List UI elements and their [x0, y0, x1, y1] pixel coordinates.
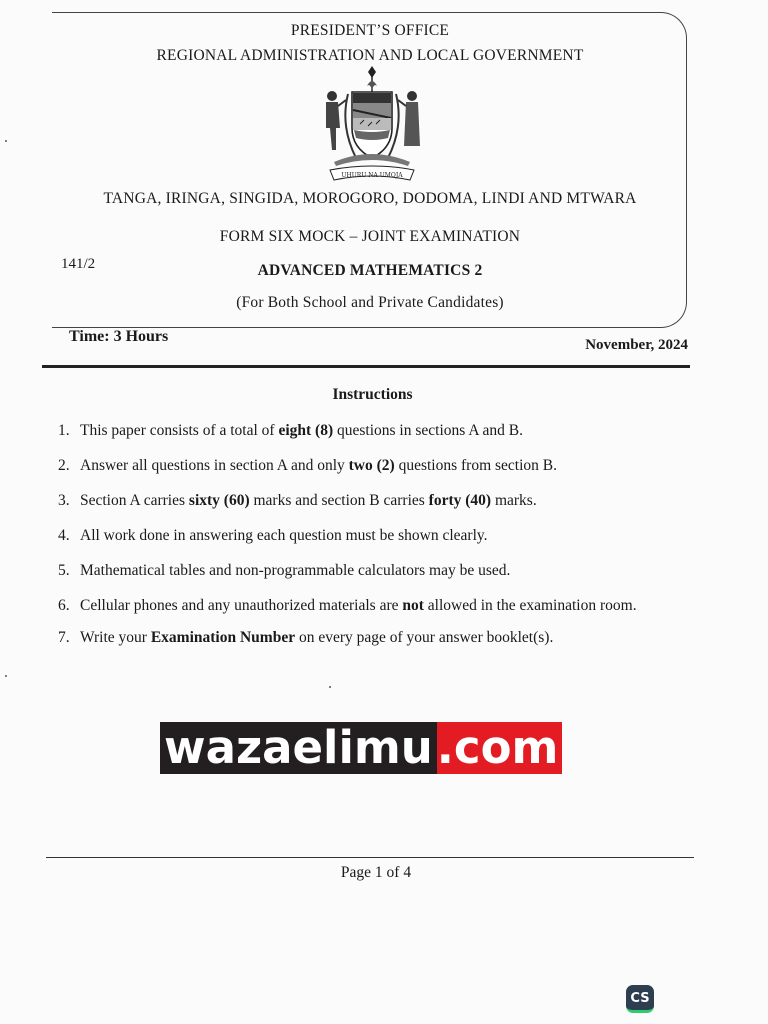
instruction-text: This paper consists of a total of eight (8) questions in sections A and B. — [80, 422, 523, 439]
paper-code: 141/2 — [61, 256, 96, 272]
instruction-number: 2. — [58, 457, 70, 474]
instruction-number: 5. — [58, 562, 70, 579]
ministry-title: REGIONAL ADMINISTRATION AND LOCAL GOVERNMENT — [156, 47, 584, 64]
instructions-list — [58, 420, 696, 662]
instruction-number: 4. — [58, 527, 70, 544]
instruction-text: Cellular phones and any unauthorized materials are not allowed in the examination room. — [80, 597, 637, 614]
instruction-text: Section A carries sixty (60) marks and section B carries forty (40) marks. — [80, 492, 537, 509]
watermark-main: wazaelimu — [160, 722, 437, 774]
exam-date: November, 2024 — [585, 337, 688, 353]
instruction-number: 6. — [58, 597, 70, 614]
watermark-logo — [160, 722, 562, 774]
svg-text:UHURU NA UMOJA: UHURU NA UMOJA — [341, 172, 403, 179]
subject-title: ADVANCED MATHEMATICS 2 — [257, 262, 483, 279]
time-allowed: Time: 3 Hours — [69, 328, 169, 345]
page-number: Page 1 of 4 — [340, 864, 412, 881]
instruction-item — [58, 595, 696, 617]
instruction-number: 3. — [58, 492, 70, 509]
instruction-number: 1. — [58, 422, 70, 439]
instruction-text: All work done in answering each question must be shown clearly. — [80, 527, 488, 544]
instruction-item — [58, 525, 696, 547]
instruction-number: 7. — [58, 629, 70, 646]
instruction-item — [58, 420, 696, 442]
instruction-text: Write your Examination Number on every page of your answer booklet(s). — [80, 629, 554, 646]
camscanner-icon[interactable]: CS — [626, 985, 654, 1013]
header-divider — [42, 365, 690, 368]
scan-speck — [5, 140, 7, 142]
office-title: PRESIDENT’S OFFICE — [290, 22, 450, 39]
candidates-note: (For Both School and Private Candidates) — [236, 294, 504, 311]
coat-of-arms-icon — [312, 66, 432, 186]
footer-divider — [46, 857, 694, 858]
regions-list: TANGA, IRINGA, SINGIDA, MOROGORO, DODOMA, LINDI AND MTWARA — [103, 190, 637, 207]
scan-speck — [329, 686, 331, 688]
instruction-item — [58, 560, 696, 582]
scan-speck — [5, 675, 7, 677]
instruction-item — [58, 455, 696, 477]
exam-type: FORM SIX MOCK – JOINT EXAMINATION — [219, 228, 521, 245]
instruction-text: Answer all questions in section A and only two (2) questions from section B. — [80, 457, 558, 474]
instruction-text: Mathematical tables and non-programmable calculators may be used. — [80, 562, 511, 579]
instruction-item — [58, 490, 696, 512]
instructions-title: Instructions — [332, 386, 413, 403]
instruction-item — [58, 627, 696, 649]
watermark-tld: .com — [437, 722, 563, 774]
